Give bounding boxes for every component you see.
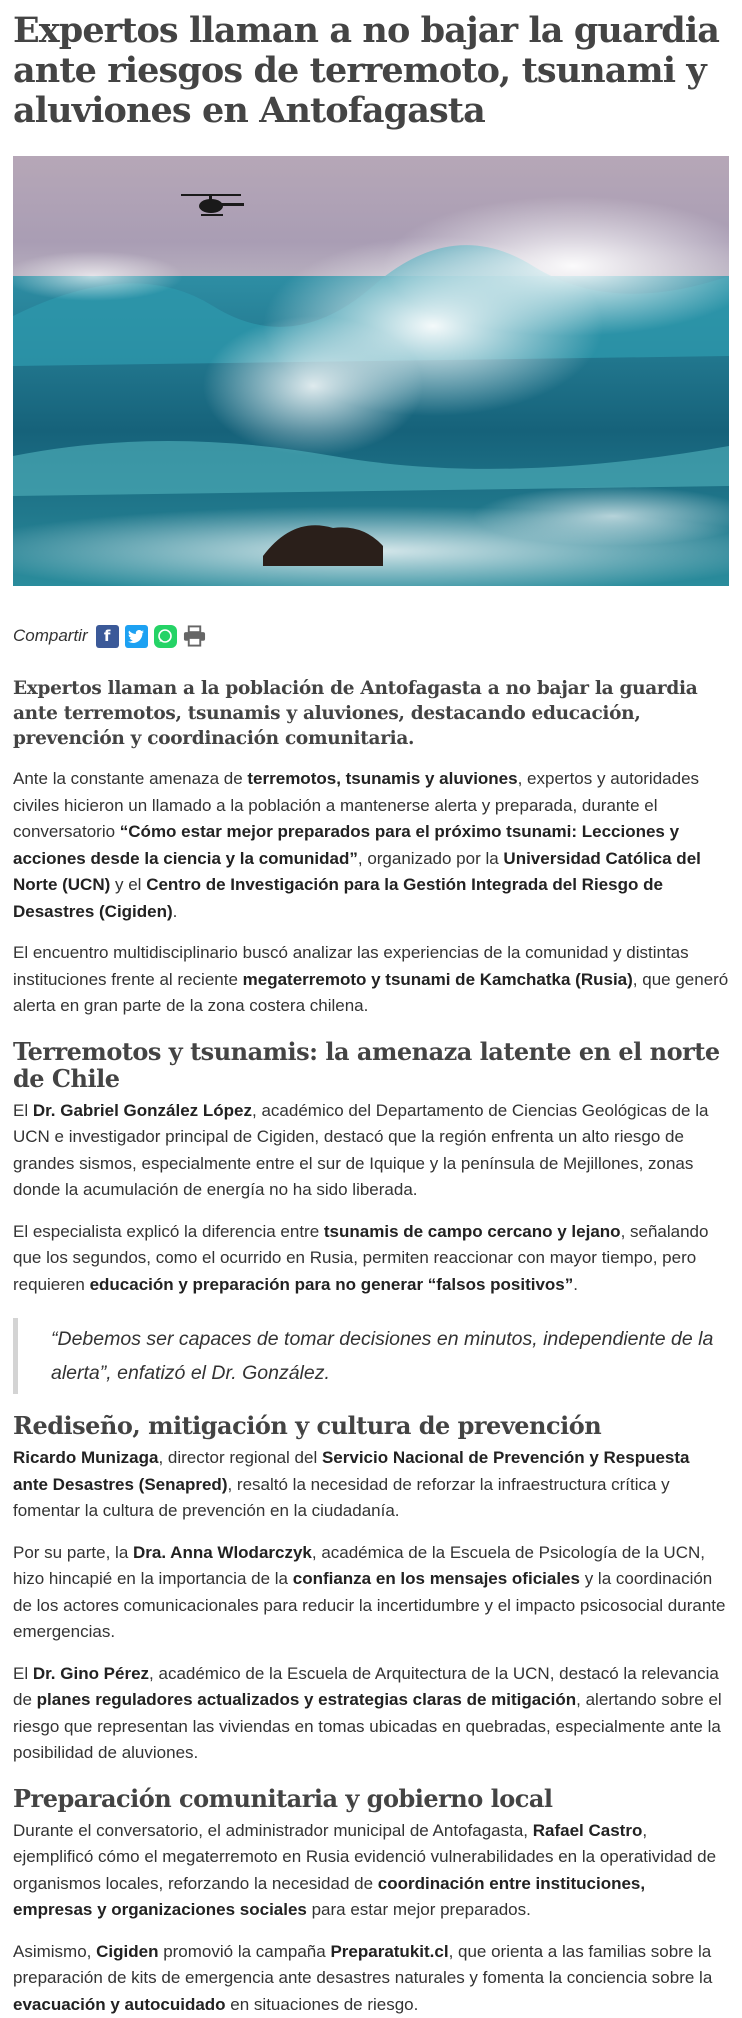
twitter-icon[interactable] (125, 625, 148, 648)
section-heading-mitigation: Rediseño, mitigación y cultura de prevención (13, 1412, 729, 1439)
article-lead: Expertos llaman a la población de Antofagasta a no bajar la guardia ante terremotos, tsunamis y aluviones, destacando educación, prevención y coordinación comunitaria. (13, 676, 729, 751)
article (13, 11, 729, 2018)
paragraph-6: Por su parte, la Dra. Anna Wlodarczyk, académica de la Escuela de Psicología de la UCN, hizo hincapié en la importancia de la confianza en los mensajes oficiales y la coordinación de los actores comunicacionales para reducir la incertidumbre y el impacto psicosocial durante emergencias. (13, 1540, 729, 1646)
paragraph-9: Asimismo, Cigiden promovió la campaña Preparatukit.cl, que orienta a las familias sobre la preparación de kits de emergencia ante desastres naturales y fomenta la conciencia sobre la evacuación y autocuidado en situaciones de riesgo. (13, 1939, 729, 2018)
section-heading-earthquakes: Terremotos y tsunamis: la amenaza latente en el norte de Chile (13, 1038, 729, 1092)
whatsapp-icon[interactable] (154, 625, 177, 648)
share-bar (13, 622, 729, 650)
paragraph-7: El Dr. Gino Pérez, académico de la Escuela de Arquitectura de la UCN, destacó la relevancia de planes reguladores actualizados y estrategias claras de mitigación, alertando sobre el riesgo que representan las viviendas en tomas ubicadas en quebradas, especialmente ante la posibilidad de aluviones. (13, 1661, 729, 1767)
hero-image (13, 156, 729, 586)
paragraph-1: Ante la constante amenaza de terremotos, tsunamis y aluviones, expertos y autoridades civiles hicieron un llamado a la población a mantenerse alerta y preparada, durante el conversatorio “Cómo estar mejor preparados para el próximo tsunami: Lecciones y acciones desde la ciencia y la comunidad”, organizado por la Universidad Católica del Norte (UCN) y el Centro de Investigación para la Gestión Integrada del Riesgo de Desastres (Cigiden). (13, 766, 729, 925)
section-heading-community: Preparación comunitaria y gobierno local (13, 1785, 729, 1812)
paragraph-2: El encuentro multidisciplinario buscó analizar las experiencias de la comunidad y distintas instituciones frente al reciente megaterremoto y tsunami de Kamchatka (Rusia), que generó alerta en gran parte de la zona costera chilena. (13, 940, 729, 1020)
paragraph-5: Ricardo Munizaga, director regional del Servicio Nacional de Prevención y Respuesta ante Desastres (Senapred), resaltó la necesidad de reforzar la infraestructura crítica y fomentar la cultura de prevención en la ciudadanía. (13, 1445, 729, 1525)
print-icon[interactable] (183, 625, 206, 648)
paragraph-3: El Dr. Gabriel González López, académico del Departamento de Ciencias Geológicas de la UCN e investigador principal de Cigiden, destacó que la región enfrenta un alto riesgo de grandes sismos, especialmente entre el sur de Iquique y la península de Mejillones, zonas donde la acumulación de energía no ha sido liberada. (13, 1098, 729, 1204)
facebook-icon[interactable]: f (96, 625, 119, 648)
share-label: Compartir (13, 626, 88, 646)
helicopter-icon (181, 194, 244, 216)
paragraph-8: Durante el conversatorio, el administrador municipal de Antofagasta, Rafael Castro, ejemplificó cómo el megaterremoto en Rusia evidenció vulnerabilidades en la operatividad de organismos locales, reforzando la necesidad de coordinación entre instituciones, empresas y organizaciones sociales para estar mejor preparados. (13, 1818, 729, 1924)
article-title: Expertos llaman a no bajar la guardia ante riesgos de terremoto, tsunami y aluviones en Antofagasta (13, 11, 729, 131)
wave-illustration (13, 156, 729, 586)
paragraph-4: El especialista explicó la diferencia entre tsunamis de campo cercano y lejano, señalando que los segundos, como el ocurrido en Rusia, permiten reaccionar con mayor tiempo, pero requieren educación y preparación para no generar “falsos positivos”. (13, 1219, 729, 1299)
pull-quote: “Debemos ser capaces de tomar decisiones en minutos, independiente de la alerta”, enfatizó el Dr. González. (13, 1318, 729, 1394)
